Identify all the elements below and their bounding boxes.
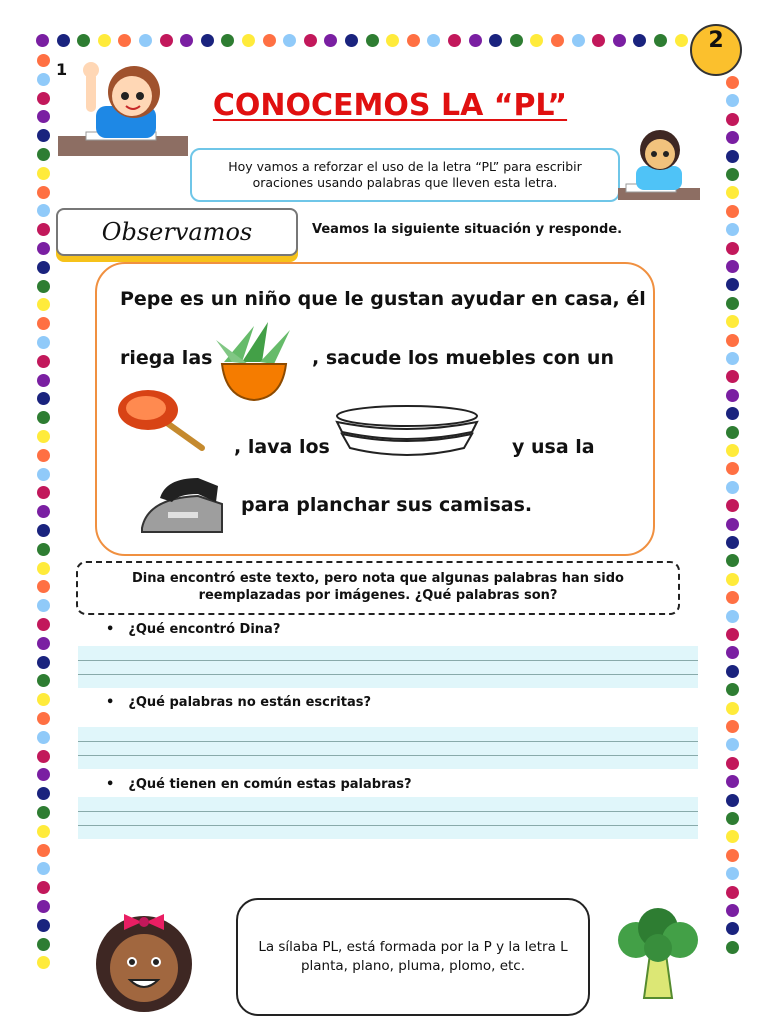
border-dot	[489, 34, 502, 47]
intro-box: Hoy vamos a reforzar el uso de la letra “PL” para escribir oraciones usando palabras que lleven esta letra.	[190, 148, 620, 202]
border-dot	[726, 297, 739, 310]
border-dot	[386, 34, 399, 47]
story-line-3b: y usa la	[512, 436, 595, 458]
plant-pot-icon	[212, 318, 296, 404]
border-dot	[37, 336, 50, 349]
border-dot	[37, 768, 50, 781]
border-dot	[37, 223, 50, 236]
border-dot	[37, 449, 50, 462]
border-dot	[726, 591, 739, 604]
border-dot	[37, 355, 50, 368]
border-dot	[726, 867, 739, 880]
border-dot	[37, 298, 50, 311]
border-dot	[37, 750, 50, 763]
border-dot	[37, 261, 50, 274]
border-dot	[726, 260, 739, 273]
border-dot	[726, 168, 739, 181]
iron-icon	[138, 474, 226, 538]
girl-face-illustration	[84, 906, 204, 1016]
border-dot	[37, 806, 50, 819]
border-dot	[37, 712, 50, 725]
observe-heading: Observamos	[56, 208, 298, 256]
grade-badge-number: 2	[708, 28, 724, 53]
border-dot	[726, 554, 739, 567]
border-dot	[726, 849, 739, 862]
border-dot	[37, 129, 50, 142]
border-dot	[726, 922, 739, 935]
border-dot	[37, 956, 50, 969]
answer-lines-1[interactable]	[78, 646, 698, 688]
border-dot	[726, 481, 739, 494]
border-dot	[37, 731, 50, 744]
border-dot	[613, 34, 626, 47]
border-dot	[633, 34, 646, 47]
page-number: 1	[56, 60, 68, 79]
border-dot	[726, 242, 739, 255]
border-dot	[180, 34, 193, 47]
story-line-2a: riega las	[120, 347, 213, 369]
border-dot	[37, 656, 50, 669]
border-dot	[37, 919, 50, 932]
border-dot	[37, 392, 50, 405]
border-dot	[37, 938, 50, 951]
border-dot	[37, 862, 50, 875]
border-dot	[37, 900, 50, 913]
border-dot	[726, 720, 739, 733]
border-dot	[37, 524, 50, 537]
border-dot	[726, 334, 739, 347]
border-dot	[345, 34, 358, 47]
border-dot	[37, 580, 50, 593]
border-dot	[726, 205, 739, 218]
border-dot	[726, 941, 739, 954]
speech-bubble: La sílaba PL, está formada por la P y la letra L planta, plano, pluma, plomo, etc.	[236, 898, 590, 1016]
border-dot	[726, 757, 739, 770]
border-dot	[160, 34, 173, 47]
border-dot	[263, 34, 276, 47]
feather-duster-icon	[116, 378, 208, 454]
border-dot	[221, 34, 234, 47]
answer-lines-3[interactable]	[78, 797, 698, 839]
border-dot	[726, 628, 739, 641]
border-dot	[324, 34, 337, 47]
border-dot	[283, 34, 296, 47]
border-dot	[37, 317, 50, 330]
border-dot	[37, 280, 50, 293]
border-dot	[726, 370, 739, 383]
border-dot	[726, 426, 739, 439]
border-dot	[726, 775, 739, 788]
question-3: • ¿Qué tienen en común estas palabras?	[106, 777, 412, 792]
border-dot	[77, 34, 90, 47]
border-dot	[37, 825, 50, 838]
border-dot	[726, 462, 739, 475]
border-dot	[37, 486, 50, 499]
border-dot	[726, 94, 739, 107]
grade-badge-icon	[690, 24, 742, 76]
boy-writing-illustration	[616, 126, 702, 204]
border-dot	[36, 34, 49, 47]
page-title: CONOCEMOS LA “PL”	[212, 88, 568, 123]
border-dot	[407, 34, 420, 47]
border-dot	[37, 674, 50, 687]
border-dot	[242, 34, 255, 47]
border-dot	[37, 543, 50, 556]
border-dot	[37, 110, 50, 123]
story-line-1: Pepe es un niño que le gustan ayudar en casa, él	[120, 288, 646, 310]
border-dot	[726, 702, 739, 715]
border-dot	[37, 430, 50, 443]
border-dot	[427, 34, 440, 47]
border-dot	[37, 242, 50, 255]
question-2: • ¿Qué palabras no están escritas?	[106, 695, 371, 710]
border-dot	[57, 34, 70, 47]
story-line-2b: , sacude los muebles con un	[312, 347, 614, 369]
border-dot	[726, 76, 739, 89]
border-dot	[139, 34, 152, 47]
border-dot	[510, 34, 523, 47]
border-dot	[572, 34, 585, 47]
border-dot	[37, 844, 50, 857]
border-dot	[726, 352, 739, 365]
border-dot	[37, 204, 50, 217]
broccoli-icon	[610, 904, 706, 1000]
border-dot	[448, 34, 461, 47]
question-1: • ¿Qué encontró Dina?	[106, 622, 280, 637]
border-dot	[592, 34, 605, 47]
border-dot	[37, 54, 50, 67]
border-dot	[37, 468, 50, 481]
border-dot	[726, 573, 739, 586]
border-dot	[37, 618, 50, 631]
border-dot	[726, 886, 739, 899]
border-dot	[201, 34, 214, 47]
border-dot	[726, 518, 739, 531]
border-dot	[726, 186, 739, 199]
border-dot	[98, 34, 111, 47]
border-dot	[726, 536, 739, 549]
border-dot	[726, 223, 739, 236]
border-dot	[37, 186, 50, 199]
border-dot	[726, 812, 739, 825]
border-dot	[37, 505, 50, 518]
border-dot	[726, 794, 739, 807]
border-dot	[37, 693, 50, 706]
border-dot	[37, 881, 50, 894]
border-dot	[37, 167, 50, 180]
border-dot	[726, 665, 739, 678]
answer-lines-2[interactable]	[78, 727, 698, 769]
border-dot	[304, 34, 317, 47]
border-dot	[675, 34, 688, 47]
border-dot	[37, 92, 50, 105]
border-dot	[37, 374, 50, 387]
border-dot	[37, 637, 50, 650]
border-dot	[726, 904, 739, 917]
border-dot	[37, 787, 50, 800]
border-dot	[726, 389, 739, 402]
plates-icon	[334, 402, 480, 464]
border-dot	[726, 315, 739, 328]
border-dot	[726, 646, 739, 659]
border-dot	[726, 407, 739, 420]
border-dot	[654, 34, 667, 47]
border-dot	[726, 830, 739, 843]
border-dot	[726, 278, 739, 291]
border-dot	[726, 683, 739, 696]
border-dot	[37, 148, 50, 161]
story-line-3a: , lava los	[234, 436, 330, 458]
border-dot	[726, 444, 739, 457]
border-dot	[37, 73, 50, 86]
border-dot	[530, 34, 543, 47]
border-dot	[37, 599, 50, 612]
border-dot	[726, 499, 739, 512]
story-line-4: para planchar sus camisas.	[241, 494, 533, 516]
border-dot	[37, 562, 50, 575]
border-dot	[366, 34, 379, 47]
border-dot	[726, 131, 739, 144]
border-dot	[726, 738, 739, 751]
border-dot	[469, 34, 482, 47]
border-dot	[726, 113, 739, 126]
border-dot	[551, 34, 564, 47]
border-dot	[118, 34, 131, 47]
border-dot	[726, 610, 739, 623]
observe-instruction: Veamos la siguiente situación y responde.	[312, 222, 623, 237]
note-box: Dina encontró este texto, pero nota que algunas palabras han sido reemplazadas por imágenes. ¿Qué palabras son?	[76, 561, 680, 615]
border-dot	[726, 150, 739, 163]
border-dot	[37, 411, 50, 424]
